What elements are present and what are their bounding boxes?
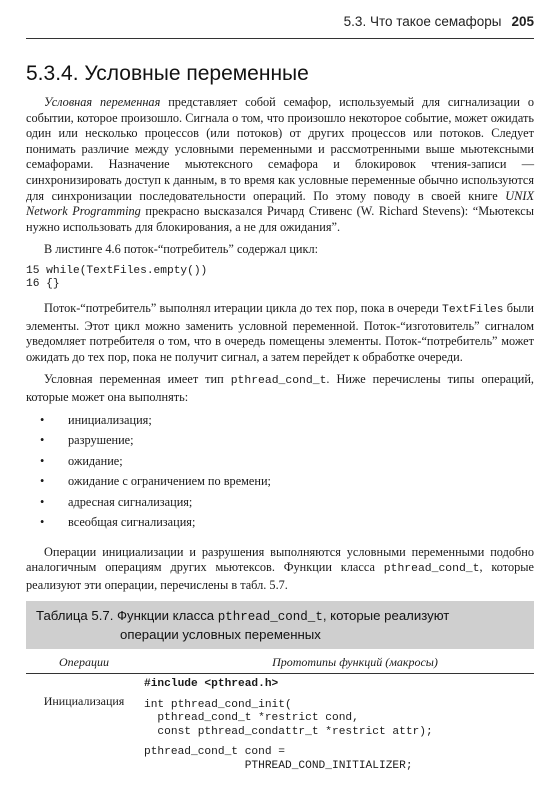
table-header-row xyxy=(26,651,534,674)
paragraph-3-text-a: Поток-“потребитель” выполнял итерации цикла до тех пор, пока в очереди xyxy=(44,300,442,315)
table-caption xyxy=(26,601,534,649)
inline-code-class: pthread_cond_t xyxy=(383,563,480,576)
list-item-text: ожидание; xyxy=(68,453,123,468)
page-number: 205 xyxy=(511,14,534,29)
column-header-operations: Операции xyxy=(59,655,109,669)
bullet-icon: • xyxy=(40,433,45,447)
bullet-icon: • xyxy=(40,494,45,509)
paragraph-3 xyxy=(26,301,534,365)
table-cell-prototypes xyxy=(144,678,433,774)
paragraph-4-text-b: . Ниже перечислены типы операций, которые может она выполнять: xyxy=(26,372,535,404)
list-item-text: всеобщая сигнализация; xyxy=(68,515,196,529)
bullet-icon: • xyxy=(40,412,45,427)
paragraph-5 xyxy=(26,545,534,594)
caption-inline-code: pthread_cond_t xyxy=(217,610,323,624)
table-caption-line-1 xyxy=(36,607,524,626)
list-item xyxy=(26,515,534,536)
list-item-text: инициализация; xyxy=(68,412,152,427)
list-item-text: ожидание с ограничением по времени; xyxy=(68,474,271,488)
list-item xyxy=(26,474,534,495)
list-item xyxy=(26,454,534,475)
list-item xyxy=(26,495,534,516)
include-directive: #include <pthread.h> xyxy=(144,678,279,690)
header-rule xyxy=(26,38,534,39)
operations-list xyxy=(26,413,534,536)
inline-code-type: pthread_cond_t xyxy=(230,375,327,388)
table-cell-operation: Инициализация xyxy=(43,694,125,708)
paragraph-4 xyxy=(26,372,534,405)
term-condition-variable: Условная переменная xyxy=(44,95,161,109)
running-header-section: 5.3. Что такое семафоры xyxy=(343,14,502,29)
section-title: 5.3.4. Условные переменные xyxy=(26,62,309,85)
running-header xyxy=(26,14,534,29)
paragraph-5-text-b: , которые реализуют эти операции, перечислены в табл. 5.7. xyxy=(26,560,534,592)
table-caption-line-2: операции условных переменных xyxy=(120,627,321,642)
paragraph-4-text-a: Условная переменная имеет тип xyxy=(44,372,231,387)
list-item xyxy=(26,413,534,434)
bullet-icon: • xyxy=(40,515,45,529)
book-title: UNIX Network Programming xyxy=(26,188,534,219)
caption-text-b: , которые реализуют xyxy=(322,608,450,623)
paragraph-3-text-b: были элементы. Этот цикл можно заменить условной переменной. Поток-“изготовитель” сигналом уведомляет потребителя о том, что в очередь помещены элементы. Поток-“потребитель” может ожидать до тех пор, пока не получит сигнал, а затем перейдет к обработке очереди. xyxy=(26,300,534,364)
paragraph-1-text-b: прекрасно высказался Ричард Стивенс (W. Richard Stevens): “Мьютексы нужно использовать для блокирования, а не для ожидания”. xyxy=(26,204,535,234)
paragraph-2: В листинге 4.6 поток-“потребитель” содержал цикл: xyxy=(44,242,319,257)
paragraph-5-text-a: Операции инициализации и разрушения выполняются условными переменными подобно аналогичным операциям других мьютексов. Функции класса xyxy=(26,544,534,575)
paragraph-1 xyxy=(26,95,534,235)
body-text xyxy=(26,95,534,600)
prototype-cond-init: int pthread_cond_init( pthread_cond_t *restrict cond, const pthread_condattr_t *restrict attr); xyxy=(144,698,433,738)
prototype-cond-initializer: pthread_cond_t cond = PTHREAD_COND_INITIALIZER; xyxy=(144,746,413,772)
list-item-text: адресная сигнализация; xyxy=(68,494,193,509)
bullet-icon: • xyxy=(40,453,45,468)
list-item-text: разрушение; xyxy=(68,433,134,447)
inline-code-textfiles: TextFiles xyxy=(442,303,504,316)
caption-text-a: Таблица 5.7. Функции класса xyxy=(36,608,218,623)
paragraph-1-text-a: представляет собой семафор, используемый для сигнализации о событии, которое произошло. Сигнала о том, что произошло некоторое событие, может ожидать один или несколько процессов (или потоков) от других процессов или потоков. Следует понимать различие между условными переменными и рассмотренными выше мьютексными семафорами. Назначение мьютексного семафора и блокировок чтения-записи — синхронизировать доступ к данным, в то время как условные переменные обычно используются для синхронизации последовательности операций. По этому поводу в своей книге xyxy=(26,95,534,203)
list-item xyxy=(26,433,534,454)
column-header-prototypes: Прототипы функций (макросы) xyxy=(272,655,438,669)
bullet-icon: • xyxy=(40,474,45,488)
code-listing: 15 while(TextFiles.empty()) 16 {} xyxy=(26,264,208,291)
